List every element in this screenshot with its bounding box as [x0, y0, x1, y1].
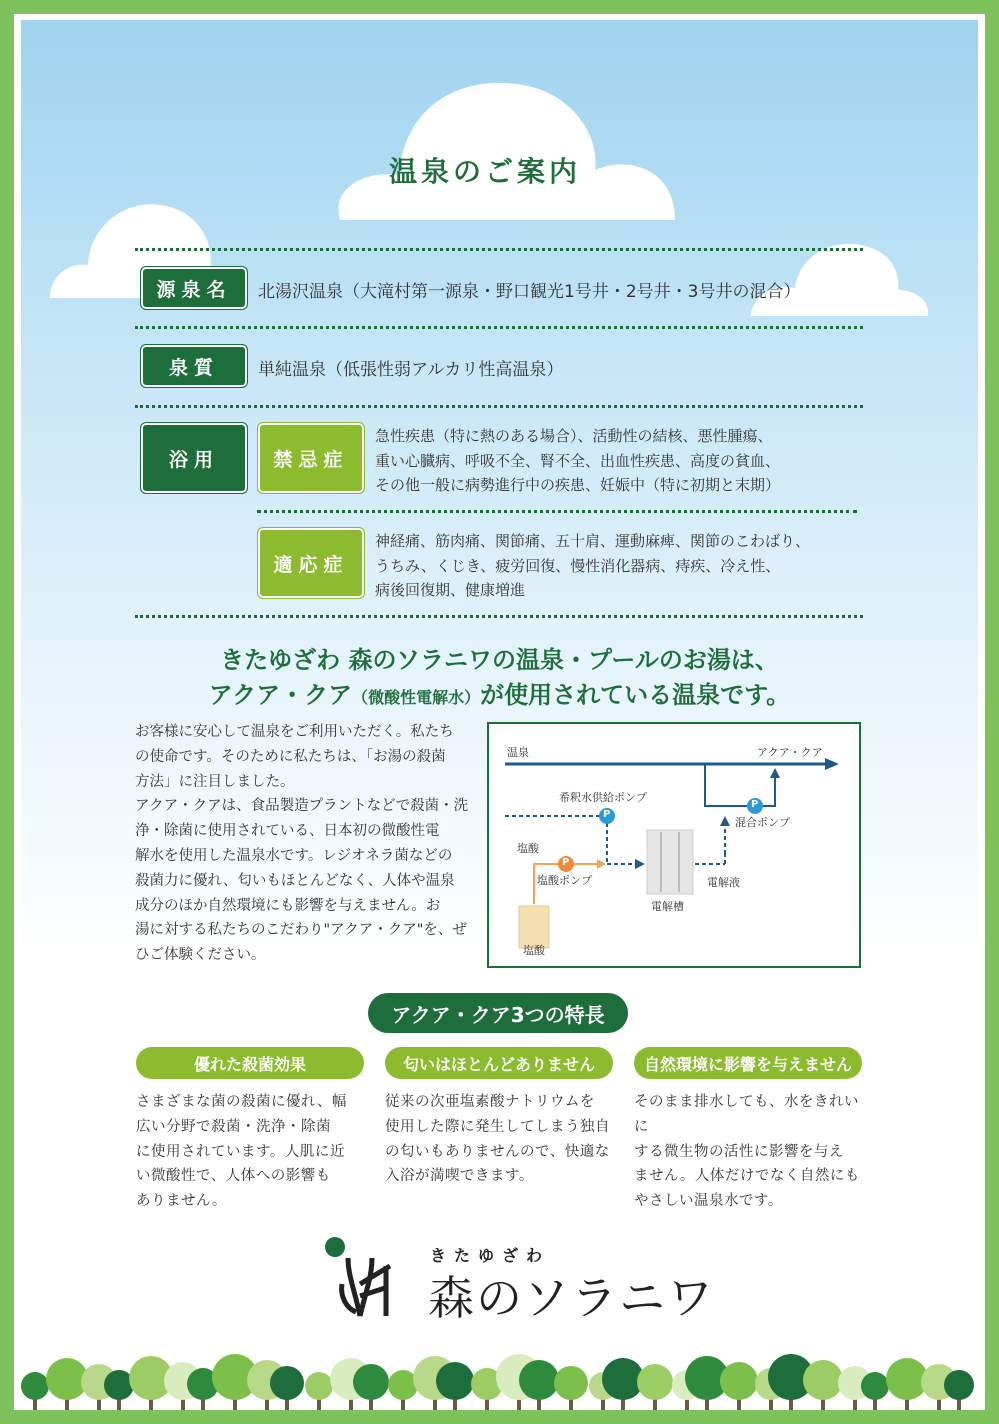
- pump-icon: P: [751, 799, 759, 810]
- contraindications-text: [375, 424, 780, 498]
- tree-crown: [720, 1362, 758, 1400]
- diagram-hcl-pump: 塩酸ポンプ: [537, 874, 592, 887]
- tree-crown: [305, 1372, 333, 1400]
- feature-line: 従来の次亜塩素酸ナトリウムを: [385, 1094, 595, 1110]
- feature-line: さまざまな菌の殺菌に優れ、幅: [136, 1094, 347, 1110]
- feature-line: に使用されています。人肌に近: [136, 1143, 345, 1160]
- feature-label: 優れた殺菌効果: [136, 1047, 364, 1079]
- feature-line: そのまま排水しても、水をきれいに: [634, 1094, 859, 1135]
- source-text: 北湯沢温泉（大滝村第一源泉・野口観光1号井・2号井・3号井の混合）: [258, 282, 801, 302]
- indic-line: 病後回復期、健康増進: [375, 581, 526, 599]
- contraindications-label: 禁忌症: [257, 422, 365, 494]
- tree-crown: [519, 1360, 559, 1400]
- pump-icon: P: [562, 857, 570, 868]
- feature-text: [136, 1090, 368, 1214]
- headline-tail: が使用されている温泉です。: [480, 681, 791, 709]
- feature-line: する微生物の活性に影響を与え: [634, 1143, 844, 1160]
- tree-crown: [861, 1372, 889, 1400]
- diagram-electrolyte: 電解液: [707, 876, 740, 889]
- process-diagram-svg: [489, 724, 859, 966]
- feature-text: [634, 1090, 866, 1214]
- intro-line: ひご体験ください。: [135, 947, 266, 964]
- feature-line: ません。人体だけでなく自然にも: [634, 1168, 860, 1185]
- indications-text: [375, 529, 810, 603]
- feature-label: 自然環境に影響を与えません: [634, 1047, 862, 1079]
- intro-line: 方法」に注目しました。: [135, 773, 295, 790]
- divider: [135, 248, 863, 251]
- indic-line: 神経痛、筋肉痛、関節痛、五十肩、運動麻痺、関節のこわばり、: [375, 532, 811, 550]
- divider: [257, 510, 857, 513]
- bathing-label: 浴用: [140, 422, 248, 494]
- tree-crown: [436, 1362, 474, 1400]
- headline-line2: [0, 675, 999, 710]
- diagram-aquakua: アクア・クア: [757, 746, 823, 759]
- headline-note: （微酸性電解水）: [352, 688, 481, 707]
- intro-line: お客様に安心して温泉をご利用いただく。私たち: [135, 724, 454, 740]
- diagram-onsen: 温泉: [507, 746, 529, 759]
- contra-line: 急性疾患（特に熱のある場合）、活動性の結核、悪性腫瘍、: [375, 427, 773, 445]
- process-diagram: [487, 722, 861, 968]
- source-label: 源泉名: [140, 266, 248, 310]
- intro-line: アクア・クアは、食品製造プラントなどで殺菌・洗: [135, 798, 469, 815]
- feature-text: [385, 1090, 617, 1189]
- intro-line: 成分のほか自然環境にも影響を与えません。お: [135, 897, 441, 914]
- intro-line: 湯に対する私たちのこだわり"アクア・クア"を、ぜ: [135, 922, 467, 939]
- tree-crown: [353, 1364, 389, 1400]
- quality-label: 泉質: [140, 344, 248, 388]
- intro-line: 解水を使用した温泉水です。レジオネラ菌などの: [135, 847, 453, 864]
- diagram-mix-pump: 混合ポンプ: [735, 816, 790, 829]
- feature-label: 匂いはほとんどありません: [385, 1047, 613, 1079]
- tree-crown: [944, 1370, 974, 1400]
- logo-mark-icon: [320, 1236, 410, 1322]
- diagram-hcl-bottom: 塩酸: [523, 944, 545, 957]
- headline-aquakua: アクア・クア: [208, 681, 353, 709]
- features-title: アクア・クア3つの特長: [368, 993, 628, 1033]
- contra-line: その他一般に病勢進行中の疾患、妊娠中（特に初期と末期）: [375, 476, 781, 494]
- indications-label: 適応症: [257, 527, 365, 599]
- feature-line: い微酸性で、人体への影響も: [136, 1168, 331, 1185]
- tree-crown: [270, 1366, 304, 1400]
- page-title: 温泉のご案内: [388, 155, 581, 188]
- intro-line: の使命です。そのために私たちは、「お湯の殺菌: [135, 748, 446, 765]
- tree-crown: [803, 1360, 843, 1400]
- intro-paragraph: [135, 720, 480, 968]
- headline-line1: きたゆざわ 森のソラニワの温泉・プールのお湯は、: [220, 646, 779, 674]
- forest-illustration: [21, 1330, 978, 1410]
- diagram-tank: 電解槽: [651, 900, 684, 913]
- diagram-hcl-top: 塩酸: [517, 842, 539, 855]
- divider: [135, 615, 863, 618]
- diagram-dilution-pump: 希釈水供給ポンプ: [559, 791, 647, 804]
- feature-line: 使用した際に発生してしまう独自: [385, 1118, 610, 1135]
- feature-line: やさしい温泉水です。: [634, 1193, 783, 1210]
- intro-line: 殺菌力に優れ、匂いもほとんどなく、人体や温泉: [135, 872, 455, 889]
- feature-line: 広い分野で殺菌・洗浄・除菌: [136, 1118, 331, 1135]
- tree-crown: [554, 1366, 588, 1400]
- feature-line: の匂いもありませんので、快適な: [385, 1143, 610, 1160]
- contra-line: 重い心臓病、呼吸不全、腎不全、出血性疾患、高度の貧血、: [375, 451, 781, 470]
- quality-text: 単純温泉（低張性弱アルカリ性高温泉）: [258, 360, 564, 380]
- feature-line: ありません。: [136, 1193, 227, 1210]
- divider: [135, 405, 863, 408]
- logo-kana: きたゆざわ: [430, 1246, 551, 1265]
- logo-name: 森のソラニワ: [428, 1271, 716, 1325]
- intro-line: 浄・除菌に使用されている、日本初の微酸性電: [135, 823, 440, 840]
- tree-crown: [637, 1364, 673, 1400]
- feature-line: 入浴が満喫できます。: [385, 1168, 534, 1185]
- tree-crown: [21, 1372, 49, 1400]
- pump-icon: P: [603, 809, 611, 820]
- divider: [135, 326, 863, 329]
- indic-line: うちみ、くじき、疲労回復、慢性消化器病、痔疾、冷え性、: [375, 556, 781, 575]
